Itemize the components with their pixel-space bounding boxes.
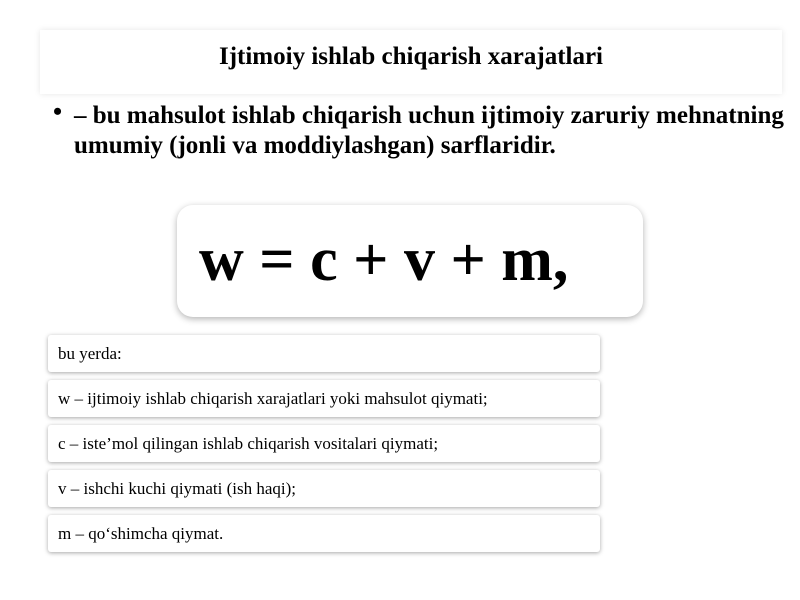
bullet-marker: • bbox=[53, 97, 63, 126]
legend-item-m: m – qo‘shimcha qiymat. bbox=[48, 515, 600, 552]
formula-legend bbox=[48, 335, 600, 560]
definition-text: – bu mahsulot ishlab chiqarish uchun ijtimoiy zaruriy mehnatning umumiy (jonli va moddiylashgan) sarflaridir. bbox=[74, 102, 784, 159]
legend-item-c: c – iste’mol qilingan ishlab chiqarish vositalari qiymati; bbox=[48, 425, 600, 462]
legend-item-w: w – ijtimoiy ishlab chiqarish xarajatlari yoki mahsulot qiymati; bbox=[48, 380, 600, 417]
legend-item-intro: bu yerda: bbox=[48, 335, 600, 372]
formula: w = c + v + m, bbox=[199, 226, 569, 294]
legend-item-v: v – ishchi kuchi qiymati (ish haqi); bbox=[48, 470, 600, 507]
slide-title: Ijtimoiy ishlab chiqarish xarajatlari bbox=[218, 43, 604, 70]
